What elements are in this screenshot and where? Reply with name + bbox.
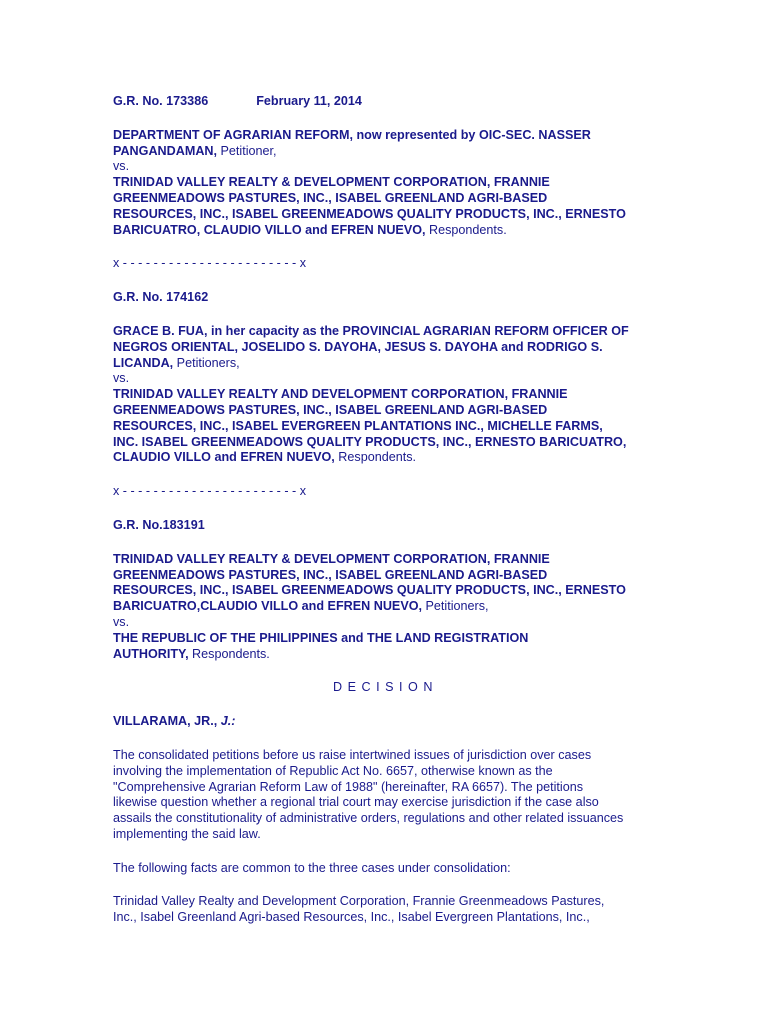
party-line: GREENMEADOWS PASTURES, INC., ISABEL GREENLAND AGRI-BASED: [113, 190, 548, 205]
case-separator: x - - - - - - - - - - - - - - - - - - - - - - - x: [113, 256, 307, 271]
party-role: Petitioners,: [173, 355, 240, 370]
paragraph-line: involving the implementation of Republic Act No. 6657, otherwise known as the: [113, 763, 553, 778]
paragraph-line: The consolidated petitions before us raise intertwined issues of jurisdiction over cases: [113, 747, 592, 762]
gr-number: G.R. No. 174162: [113, 290, 209, 305]
case1-respondent: [113, 175, 658, 238]
case-separator: x - - - - - - - - - - - - - - - - - - - - - - - x: [113, 484, 307, 499]
party-line: RESOURCES, INC., ISABEL GREENMEADOWS QUALITY PRODUCTS, INC., ERNESTO: [113, 206, 626, 221]
party-line: DEPARTMENT OF AGRARIAN REFORM, now represented by OIC-SEC. NASSER: [113, 127, 591, 142]
party-role: Respondents.: [334, 450, 417, 465]
case-header-173386: [113, 94, 658, 110]
party-line: RESOURCES, INC., ISABEL GREENMEADOWS QUALITY PRODUCTS, INC., ERNESTO: [113, 583, 626, 598]
party-role: Respondents.: [188, 646, 270, 661]
case2-respondent: [113, 387, 658, 466]
case2-petitioner: [113, 324, 658, 387]
case3-respondent: [113, 631, 658, 663]
gr-number: G.R. No.183191: [113, 517, 205, 532]
party-role: Petitioners,: [422, 599, 489, 614]
versus-label: vs.: [113, 371, 130, 386]
paragraph-line: "Comprehensive Agrarian Reform Law of 1988" (hereinafter, RA 6657). The petitions: [113, 779, 584, 794]
party-line: AUTHORITY,: [113, 646, 189, 661]
party-line: GRACE B. FUA, in her capacity as the PROVINCIAL AGRARIAN REFORM OFFICER OF: [113, 323, 629, 338]
party-line: LICANDA,: [113, 355, 174, 370]
party-line: PANGANDAMAN,: [113, 143, 218, 158]
paragraph-line: The following facts are common to the three cases under consolidation:: [113, 860, 511, 875]
ponente: [113, 714, 658, 730]
case-header-174162: [113, 290, 658, 306]
party-line: THE REPUBLIC OF THE PHILIPPINES and THE LAND REGISTRATION: [113, 630, 529, 645]
paragraph-line: likewise question whether a regional trial court may exercise jurisdiction if the case also: [113, 795, 599, 810]
paragraph: [113, 861, 658, 877]
paragraph-line: Inc., Isabel Greenland Agri-based Resources, Inc., Isabel Evergreen Plantations, Inc.,: [113, 910, 590, 925]
paragraph-line: Trinidad Valley Realty and Development Corporation, Frannie Greenmeadows Pastures,: [113, 894, 605, 909]
party-role: Petitioner,: [217, 143, 277, 158]
party-line: CLAUDIO VILLO and EFREN NUEVO,: [113, 450, 335, 465]
versus-label: vs.: [113, 159, 130, 174]
party-line: TRINIDAD VALLEY REALTY & DEVELOPMENT CORPORATION, FRANNIE: [113, 175, 550, 190]
party-line: INC. ISABEL GREENMEADOWS QUALITY PRODUCTS, INC., ERNESTO BARICUATRO,: [113, 434, 627, 449]
party-line: BARICUATRO, CLAUDIO VILLO and EFREN NUEVO,: [113, 222, 426, 237]
ponente-suffix: J.:: [217, 714, 236, 729]
paragraph: [113, 894, 658, 926]
party-line: RESOURCES, INC., ISABEL EVERGREEN PLANTATIONS INC., MICHELLE FARMS,: [113, 418, 603, 433]
decision-date: February 11, 2014: [256, 94, 362, 108]
paragraph-line: assails the constitutionality of administrative orders, regulations and other related issuances: [113, 811, 624, 826]
ponente-name: VILLARAMA, JR.,: [113, 714, 218, 729]
party-role: Respondents.: [425, 222, 507, 237]
party-line: GREENMEADOWS PASTURES, INC., ISABEL GREENLAND AGRI-BASED: [113, 402, 548, 417]
party-line: GREENMEADOWS PASTURES, INC., ISABEL GREENLAND AGRI-BASED: [113, 567, 548, 582]
decision-document: [113, 94, 658, 926]
decision-title: DECISION: [333, 680, 438, 695]
versus-label: vs.: [113, 614, 130, 629]
case-header-183191: [113, 518, 658, 534]
paragraph: [113, 748, 658, 843]
paragraph-line: implementing the said law.: [113, 826, 261, 841]
gr-number: G.R. No. 173386: [113, 94, 209, 108]
party-line: BARICUATRO,CLAUDIO VILLO and EFREN NUEVO,: [113, 599, 423, 614]
party-line: TRINIDAD VALLEY REALTY AND DEVELOPMENT CORPORATION, FRANNIE: [113, 387, 568, 402]
party-line: TRINIDAD VALLEY REALTY & DEVELOPMENT CORPORATION, FRANNIE: [113, 551, 550, 566]
case1-petitioner: [113, 128, 658, 175]
case3-petitioner: [113, 552, 658, 631]
party-line: NEGROS ORIENTAL, JOSELIDO S. DAYOHA, JESUS S. DAYOHA and RODRIGO S.: [113, 339, 603, 354]
